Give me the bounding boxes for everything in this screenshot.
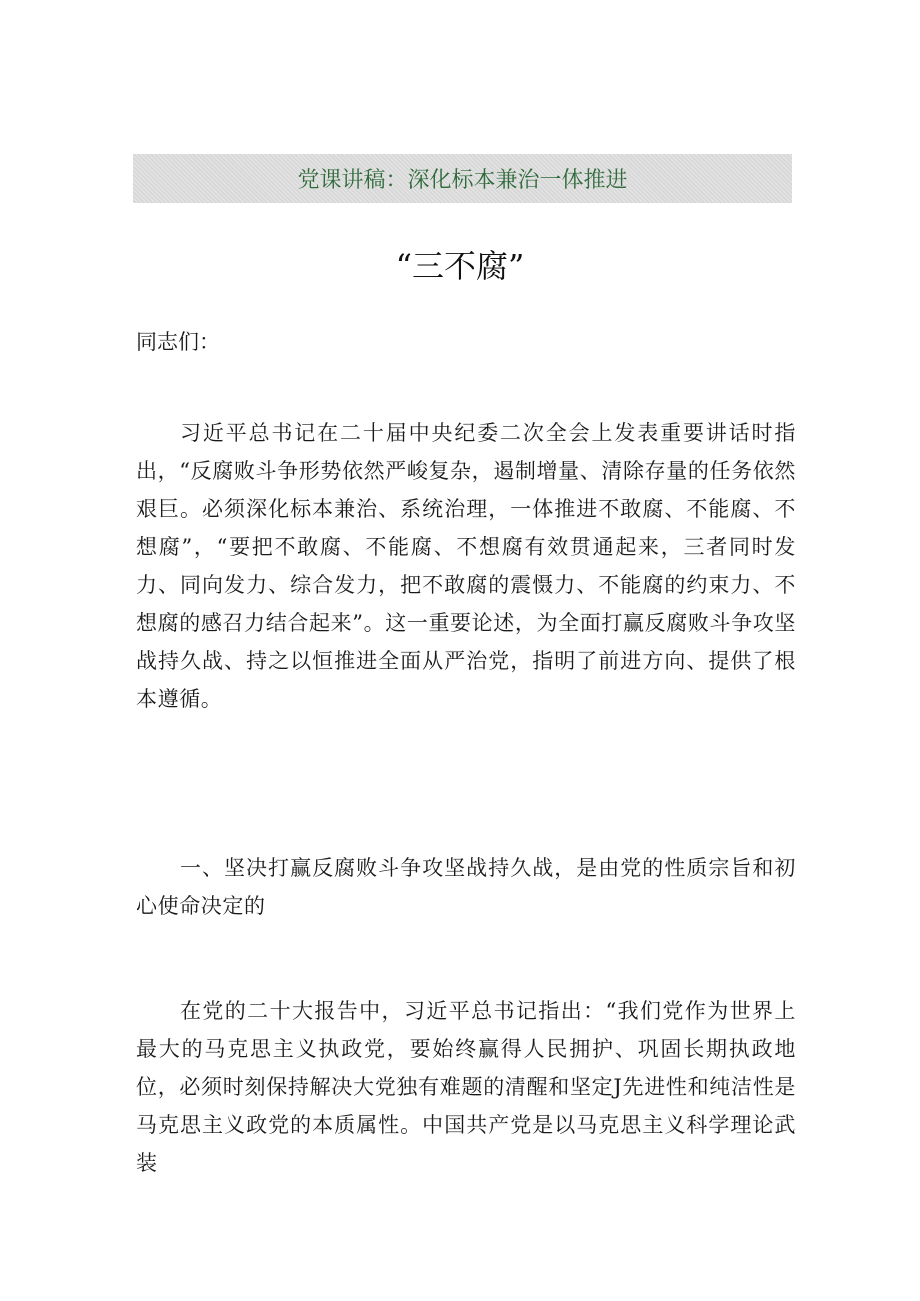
body-paragraph-section-1: 在党的二十大报告中，习近平总书记指出：“我们党作为世界上最大的马克思主义执政党，要始终赢得人民拥护、巩固长期执政地位，必须时刻保持解决大党独有难题的清醒和坚定J先进性和纯洁性是马克思主义政党的本质属性。中国共产党是以马克思主义科学理论武装: [136, 999, 796, 1175]
document-subtitle: “三不腐”: [395, 247, 525, 285]
section-heading-1: 一、坚决打赢反腐败斗争攻坚战持久战，是由党的性质宗旨和初心使命决定的: [136, 856, 796, 918]
banner-title: 党课讲稿：深化标本兼治一体推进: [297, 168, 628, 193]
title-banner: [133, 154, 792, 203]
greeting: 同志们：: [136, 330, 220, 354]
body-paragraph-intro: 习近平总书记在二十届中央纪委二次全会上发表重要讲话时指出，“反腐败斗争形势依然严峻复杂，遏制增量、清除存量的任务依然艰巨。必须深化标本兼治、系统治理，一体推进不敢腐、不能腐、不想腐”，“要把不敢腐、不能腐、不想腐有效贯通起来，三者同时发力、同向发力、综合发力，把不敢腐的震慑力、不能腐的约束力、不想腐的感召力结合起来”。这一重要论述，为全面打赢反腐败斗争攻坚战持久战、持之以恒推进全面从严治党，指明了前进方向、提供了根本遵循。: [136, 421, 796, 711]
